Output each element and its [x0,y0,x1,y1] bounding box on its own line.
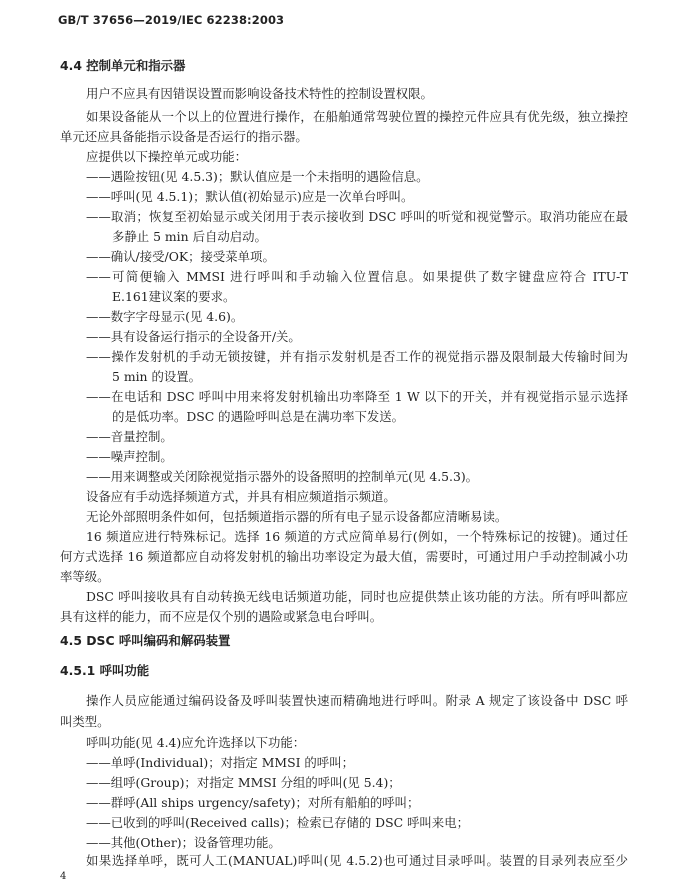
paragraph: 如果选择单呼，既可人工(MANUAL)呼叫(见 4.5.2)也可通过目录呼叫。装置的目录列表应至少 [86,853,628,868]
paragraph: 具有这样的能力，而不应是仅个别的遇险或紧急电台呼叫。 [60,609,383,624]
list-item: ——具有设备运行指示的全设备开/关。 [86,329,301,344]
paragraph: 16 频道应进行特殊标记。选择 16 频道的方式应简单易行(例如，一个特殊标记的按键)。通过任 [86,529,628,544]
paragraph: 无论外部照明条件如何，包括频道指示器的所有电子显示设备都应清晰易读。 [86,509,508,524]
paragraph: 设备应有手动选择频道方式，并具有相应频道指示频道。 [86,489,396,504]
list-item: ——用来调整或关闭除视觉指示器外的设备照明的控制单元(见 4.5.3)。 [86,469,479,484]
page-number: 4 [60,871,67,882]
list-item: ——确认/接受/OK；接受菜单项。 [86,249,275,264]
list-item: ——数字字母显示(见 4.6)。 [86,309,244,324]
list-item-continuation: E.161建议案的要求。 [112,289,236,304]
section-heading-4-5: 4.5 DSC 呼叫编码和解码装置 [60,633,231,648]
subsection-heading-4-5-1: 4.5.1 呼叫功能 [60,663,150,678]
list-item: ——音量控制。 [86,429,173,444]
paragraph: 操作人员应能通过编码设备及呼叫装置快速而精确地进行呼叫。附录 A 规定了该设备中 DSC 呼 [86,693,628,708]
list-item-continuation: 的是低功率。DSC 的遇险呼叫总是在满功率下发送。 [112,409,405,424]
list-item: ——操作发射机的手动无锁按键，并有指示发射机是否工作的视觉指示器及限制最大传输时间为 [86,349,628,364]
paragraph: 呼叫功能(见 4.4)应允许选择以下功能： [86,735,306,750]
paragraph: 何方式选择 16 频道都应自动将发射机的输出功率设定为最大值，需要时，可通过用户手动控制减小功 [60,549,628,564]
paragraph: 用户不应具有因错误设置而影响设备技术特性的控制设置权限。 [86,86,433,101]
list-item: ——其他(Other)；设备管理功能。 [86,835,281,850]
section-heading-4-4: 4.4 控制单元和指示器 [60,58,186,73]
list-item: ——可简便输入 MMSI 进行呼叫和手动输入位置信息。如果提供了数字键盘应符合 ITU-T [86,269,628,284]
document-header: GB/T 37656—2019/IEC 62238:2003 [58,13,285,27]
paragraph: DSC 呼叫接收具有自动转换无线电话频道功能，同时也应提供禁止该功能的方法。所有呼叫都应 [86,589,628,604]
paragraph: 应提供以下操控单元或功能： [86,149,248,164]
list-item: ——组呼(Group)；对指定 MMSI 分组的呼叫(见 5.4)； [86,775,401,790]
list-item: ——遇险按钮(见 4.5.3)；默认值应是一个未指明的遇险信息。 [86,169,429,184]
list-item: ——取消；恢复至初始显示或关闭用于表示接收到 DSC 呼叫的听觉和视觉警示。取消功能应在最 [86,209,628,224]
list-item: ——呼叫(见 4.5.1)；默认值(初始显示)应是一次单台呼叫。 [86,189,414,204]
paragraph: 叫类型。 [60,714,110,729]
list-item: ——在电话和 DSC 呼叫中用来将发射机输出功率降至 1 W 以下的开关，并有视觉指示显示选择 [86,389,628,404]
paragraph: 如果设备能从一个以上的位置进行操作，在船舶通常驾驶位置的操控元件应具有优先级，独立操控 [86,109,628,124]
list-item: ——单呼(Individual)；对指定 MMSI 的呼叫； [86,755,354,770]
list-item-continuation: 5 min 的设置。 [112,369,202,384]
list-item: ——已收到的呼叫(Received calls)；检索已存储的 DSC 呼叫来电； [86,815,469,830]
list-item: ——噪声控制。 [86,449,173,464]
paragraph: 率等级。 [60,569,110,584]
paragraph: 单元还应具备能指示设备是否运行的指示器。 [60,129,308,144]
list-item: ——群呼(All ships urgency/safety)；对所有船舶的呼叫； [86,795,420,810]
list-item-continuation: 多静止 5 min 后自动启动。 [112,229,267,244]
